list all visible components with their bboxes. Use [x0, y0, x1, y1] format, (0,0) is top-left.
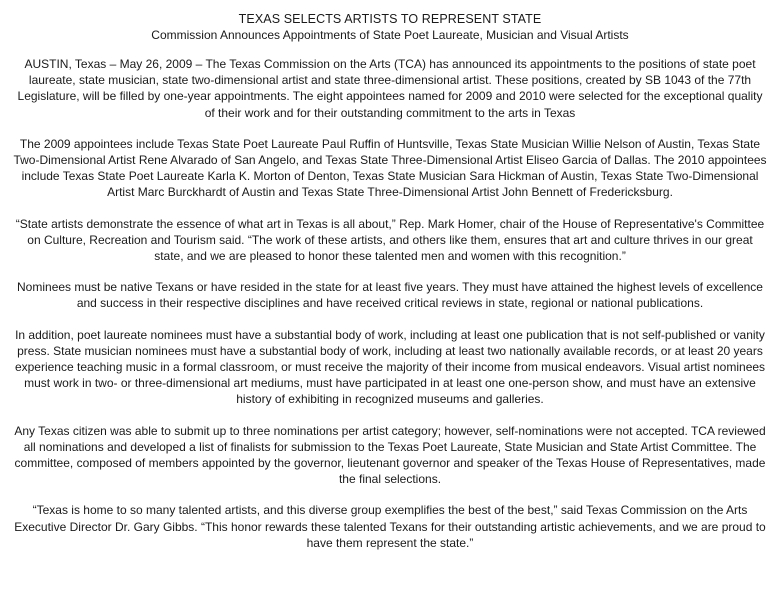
paragraph-requirements: In addition, poet laureate nominees must have a substantial body of work, including at least one publication that is not self-published or vanity press. State musician nominees must have a substantial body of work, including at least two nationally available records, or at least 20 years experience teaching music in a formal classroom, or must receive the majority of their income from musical endeavors. Visual artist nominees must work in two- or three-dimensional art mediums, must have participated in at least one one-person show, and must have an extensive history of exhibiting in recognized museums and galleries. [14, 327, 766, 407]
paragraph-appointees: The 2009 appointees include Texas State Poet Laureate Paul Ruffin of Huntsville, Texas State Musician Willie Nelson of Austin, Texas State Two-Dimensional Artist Rene Alvarado of San Angelo, and Texas State Three-Dimensional Artist Eliseo Garcia of Dallas. The 2010 appointees include Texas State Poet Laureate Karla K. Morton of Denton, Texas State Musician Sara Hickman of Austin, Texas State Two-Dimensional Artist Marc Burckhardt of Austin and Texas State Three-Dimensional Artist John Bennett of Fredericksburg. [13, 136, 767, 200]
paragraph-gibbs-quote: “Texas is home to so many talented artists, and this diverse group exemplifies the best of the best,” said Texas Commission on the Arts Executive Director Dr. Gary Gibbs. “This honor rewards these talented Texans for their outstanding artistic achievements, and we are proud to have them represent the state.” [14, 503, 766, 550]
paragraph-eligibility: Nominees must be native Texans or have resided in the state for at least five years. They must have attained the highest levels of excellence and success in their respective disciplines and have received critical reviews in state, regional or national publications. [17, 280, 763, 311]
paragraph-announcement: AUSTIN, Texas – May 26, 2009 – The Texas Commission on the Arts (TCA) has announced its appointments to the positions of state poet laureate, state musician, state two-dimensional artist and state three-dimensional artist. These positions, created by SB 1043 of the 77th Legislature, will be filled by one-year appointments. The eight appointees named for 2009 and 2010 were selected for the exceptional quality of their work and for their outstanding commitment to the arts in Texas [17, 57, 763, 120]
paragraph-nominations: Any Texas citizen was able to submit up to three nominations per artist category; however, self-nominations were not accepted. TCA reviewed all nominations and developed a list of finalists for submission to the Texas Poet Laureate, State Musician and State Artist Committee. The committee, composed of members appointed by the governor, lieutenant governor and speaker of the Texas House of Representatives, made the final selections. [14, 423, 766, 487]
document-subtitle: Commission Announces Appointments of State Poet Laureate, Musician and Visual Artists [151, 28, 629, 42]
paragraph-homer-quote: “State artists demonstrate the essence of what art in Texas is all about,” Rep. Mark Homer, chair of the House of Representative's Committee on Culture, Recreation and Tourism said. “The work of these artists, and others like them, ensures that art and culture thrives in our great state, and we are pleased to honor these talented men and women with this recognition.” [15, 216, 765, 264]
document-title: TEXAS SELECTS ARTISTS TO REPRESENT STATE [238, 12, 542, 26]
